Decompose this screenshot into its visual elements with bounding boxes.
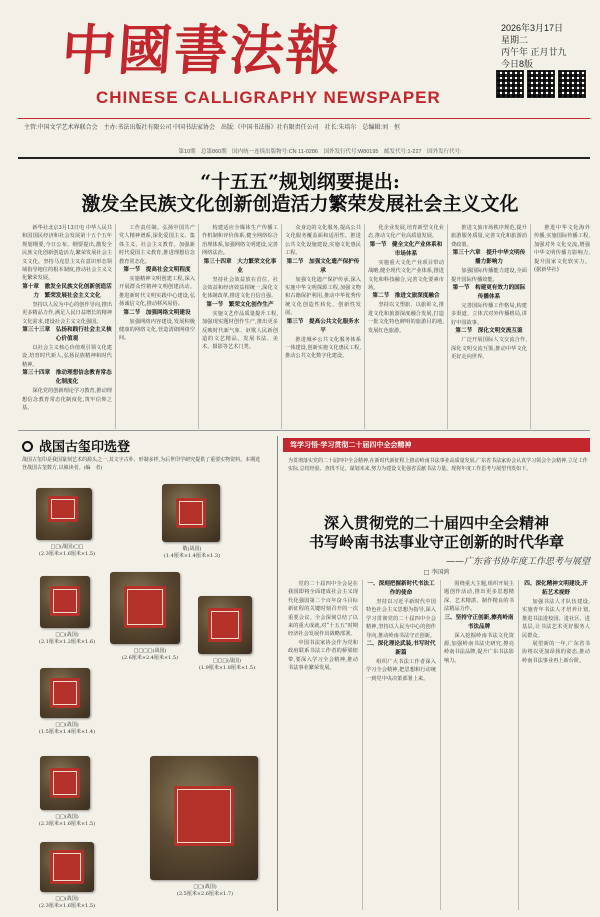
english-title: CHINESE CALLIGRAPHY NEWSPAPER [96, 88, 441, 107]
column-divider [518, 580, 519, 910]
feature-title-line1: 深入贯彻党的二十届四中全会精神 [323, 514, 549, 532]
seal-photo [40, 668, 90, 718]
date-box [501, 22, 587, 70]
article-column-6: 推进文旅市场秩序规范,提升旅游服务质量,完善文化和旅游消费政策。 第三十六章 提升中华文明传播力影响力 加强国际传播能力建设,全面提升国际传播效能。 第一节 构建更有效力的国际传播体系 完善国际传播工作格局,构建多渠道、立体式对外传播格局,讲好中国故事。 第二节 深化文明交流互鉴 广泛开展国际人文交流合作,深化文明交流互鉴,推动中华文化更好走向世界。 [451, 225, 527, 361]
feature-heading-4: 四、深化精神文明建设,开拓艺术视野 [524, 581, 588, 596]
col6-heading-1: 第三十六章 提升中华文明传播力影响力 [452, 250, 526, 266]
seal-photo [110, 572, 180, 644]
seal-caption: □□(战国) (2.3厘米×1.6厘米×1.5) [38, 814, 96, 827]
seals-section-title: 战国古玺印选登 [22, 436, 262, 455]
feature-heading-3: 三、坚持守正创新,擦亮岭南书法品牌 [444, 614, 514, 630]
seal-caption: □□□□(战国) (2.6厘米×2.4厘米×1.5) [121, 648, 179, 661]
lunar-date: 丙午年 正月廿九 [501, 47, 567, 57]
feature-column-1: 党的二十届四中全会是在我国即将全面建成社会主义现代化强国第二个百年奋斗目标新征程的关键时刻召开的一次重要会议。全会深刻总结了以来的重大成就,对“十五五”时期经济社会发展作出战略部署。 中国书法家协会作为党和政府联系书法工作者的桥梁纽带,要深入学习全会精神,推动书法事业繁荣发展。 [288, 581, 358, 672]
seal-photo [40, 842, 94, 892]
seal-caption: 敬(战国) (1.4厘米×1.4厘米×1.3) [163, 546, 221, 559]
col1-heading-3: 第三十四章 推动理想信念教育常态化制度化 [22, 370, 112, 386]
headline-line1: “十五五”规划纲要提出: [200, 171, 400, 193]
feature-title-line2: 书写岭南书法事业守正创新的时代华章 [308, 533, 564, 551]
col2-heading-2: 第二节 加强网络文明建设 [123, 309, 191, 316]
feature-column-3: 围绕重大主题,组织开展主题创作活动,推出更多思想精深、艺术精湛、制作精良的书法精品力作。 三、坚持守正创新,擦亮岭南书法品牌 深入挖掘岭南书法文化资源,加强岭南书法史研究,擦亮岭南书法品牌,提升广东书法影响力。 [444, 581, 514, 664]
seal-caption: □□(战国) (2.1厘米×1.2厘米×1.6) [38, 632, 96, 645]
column-divider [447, 224, 448, 429]
column-divider [198, 224, 199, 429]
header-divider [18, 157, 590, 159]
circle-bullet-icon [22, 441, 33, 452]
seal-caption: □□(战国) (2.3厘米×1.6厘米×1.5) [38, 896, 96, 909]
masthead-rule [18, 118, 590, 119]
qr-code-icon [527, 70, 555, 98]
feature-heading-1: 一、深刻把握新时代书法工作的使命 [367, 581, 435, 596]
article-column-1: 新华社北京3月13日电 中华人民共和国国民经济和社会发展第十五个五年规划纲要,今日公布。纲要提出,激发全民族文化创新创造活力,繁荣发展社会主义文化。坚持马克思主义在意识形态领域指导地位的根本制度,推动社会主义文化繁荣发展。 第十章 激发全民族文化创新创造活力 繁荣发展社会主义文化 坚持以人民为中心的创作导向,推出更多精品力作,满足人民日益增长的精神文化需求,建设社会主义文化强国。 第三十三章 弘扬和践行社会主义核心价值观 以社会主义核心价值观引领文化建设,培育时代新人,弘扬民族精神和时代精神。 第三十四章 推动理想信念教育常态化制度化 深化党的创新理论学习教育,推动理想信念教育常态化制度化,筑牢信仰之基。 [22, 225, 112, 412]
qr-codes [496, 70, 592, 110]
page-count: 今日8版 [501, 59, 534, 69]
seal-caption: □□(战国)□□ (2.3厘米×1.6厘米×1.5) [38, 544, 96, 557]
column-divider [281, 224, 282, 429]
col6-heading-2: 第一节 构建更有效力的国际传播体系 [452, 285, 526, 301]
article-column-7: 推进中华文化海外传播,实施国际传播工程,加强对外文化交流,增强中华文明传播力影响力,提升国家文化软实力。(据新华社) [534, 225, 590, 274]
newspaper-logo: 中國書法報 [59, 18, 345, 82]
feature-column-2: 一、深刻把握新时代书法工作的使命 坚持以习近平新时代中国特色社会主义思想为指导,深入学习贯彻党的二十届四中全会精神,坚持以人民为中心的创作导向,推动岭南书法守正创新。 二、深化理论武装,书写时代新篇 组织广大书法工作者深入学习全会精神,把思想和行动统一到党中央决策部署上来。 [366, 581, 436, 682]
headline-line2: 激发全民族文化创新创造活力繁荣发展社会主义文化 [81, 193, 519, 215]
weekday: 星期二 [501, 35, 529, 45]
col3-heading-1: 第三十四章 大力繁荣文化事业 [203, 258, 277, 274]
article-column-3: 构建适应全媒体生产传播工作机制和评价体系,健全网络综合治理体系,加强网络文明建设,完善网络法治。 第三十四章 大力繁荣文化事业 坚持社会效益放在首位、社会效益和经济效益相统一,深化文化体制改革,推进文化自信自强。 第一节 繁荣文化创作生产 实施文艺作品质量提升工程,加强现实题材创作生产,推出更多反映时代新气象、讴歌人民新创造的文艺精品。发展书法、美术、摄影等艺术门类。 [202, 225, 278, 351]
col1-heading-2: 第三十三章 弘扬和践行社会主义核心价值观 [22, 327, 112, 343]
column-divider [115, 224, 116, 429]
section-divider [18, 430, 590, 431]
article-column-5: 化企业发展,培育新型文化业态,推动文化产业高质量发展。 第一节 健全文化产业体系和市场体系 实施重大文化产业项目带动战略,健全现代文化产业体系,推进文化和科技融合,完善文化要素市场。 第二节 推进文旅深度融合 坚持以文塑旅、以旅彰文,推进文化和旅游深度融合发展,打造一批文化特色鲜明的旅游目的地,发展红色旅游。 [368, 225, 444, 334]
seal-photo [40, 576, 90, 628]
section-vertical-divider [277, 436, 278, 911]
issue-date: 2026年3月17日 [501, 23, 564, 33]
seal-caption: □□□(战国) (1.9厘米×1.8厘米×1.5) [198, 658, 256, 671]
qr-code-icon [496, 70, 524, 98]
article-column-2: 工作责任制。弘扬中国共产党人精神谱系,深化爱国主义、集体主义、社会主义教育。加强新时代爱国主义教育,推进理想信念教育常态化。 第一节 提高社会文明程度 实施精神文明创建工程,深入开展群众性精神文明创建活动。推进新时代文明实践中心建设,弘扬诚信文化,推动移风易俗。 第二节 加强网络文明建设 加强网络内容建设,发展积极健康的网络文化,营造清朗网络空间。 [119, 225, 195, 342]
col1-heading-1: 第十章 激发全民族文化创新创造活力 繁荣发展社会主义文化 [22, 283, 112, 299]
col4-heading-2: 第三节 提高公共文化服务水平 [286, 318, 360, 334]
seal-photo [36, 488, 92, 540]
feature-subtitle: ——广东省书协年度工作思考与展望 [445, 557, 590, 567]
seal-photo [198, 596, 252, 654]
column-divider [362, 580, 363, 910]
column-divider [530, 224, 531, 429]
seal-photo [40, 756, 90, 810]
col4-heading-1: 第二节 加强文化遗产保护传承 [286, 258, 360, 274]
col5-heading-1: 第一节 健全文化产业体系和市场体系 [369, 241, 443, 257]
col2-heading-1: 第一节 提高社会文明程度 [123, 267, 191, 274]
seal-photo [162, 484, 220, 542]
issue-line: 第10期 总第860期 国内统一连续出版物号:CN 11-0286 国外发行代号:W80195 邮发代号:1-227 国外发行代号: [178, 149, 462, 155]
column-divider [440, 580, 441, 910]
col5-heading-2: 第二节 推进文旅深度融合 [372, 293, 440, 300]
feature-author: □ 李国鸿 [423, 569, 450, 576]
col6-heading-3: 第二节 深化文明交流互鉴 [455, 328, 523, 335]
seal-caption: □□(战国) (2.5厘米×2.6厘米×1.7) [176, 884, 234, 897]
qr-code-icon [558, 70, 586, 98]
publisher-line: 主管:中国文学艺术界联合会 主办:书法出版社有限公司 中国书法家协会 出版:《中国书法报》社有限责任公司 社长:朱培尔 总编辑:刘 恒 [24, 125, 401, 131]
column-divider [364, 224, 365, 429]
col3-heading-2: 第一节 繁荣文化创作生产 [206, 301, 274, 308]
feature-band-label: 笃学习悟·学习贯彻二十届四中全会精神 [290, 442, 412, 449]
feature-column-4: 四、深化精神文明建设,开拓艺术视野 加强书法人才队伍建设,实施青年书法人才培养计划,推进书法进校园、进社区、进基层,让书法艺术更好服务人民群众。 展望新的一年,广东省书协将以更加昂扬的姿态,推动岭南书法事业再上新台阶。 [522, 581, 590, 664]
seal-caption: □□(战国) (1.5厘米×1.4厘米×1.4) [38, 722, 96, 735]
article-column-4: 众身边的文化服务,提高公共文化服务覆盖面和适用性。推进公共文化设施建设,实施文化惠民工程。 第二节 加强文化遗产保护传承 加强文化遗产保护传承,深入实施中华文明探源工程,加强文物和古籍保护利用,推动中华优秀传统文化创造性转化、创新性发展。 第三节 提高公共文化服务水平 推进城乡公共文化服务体系一体建设,创新实施文化惠民工程,推动公共文化数字化建设。 [285, 225, 361, 360]
seals-intro: 战国古玺印是我国篆刻艺术的源头之一,其文字古朴、形制多样,为后世印学研究提供了重要实物资料。本期选登战国古玺数方,以飨读者。(编 者) [22, 457, 261, 471]
feature-intro: 为贯彻落实党的二十届四中全会精神,在新时代新征程上推动岭南书法事业高质量发展,广东省书法家协会认真学习领会全会精神,立足工作实际,总结经验、查找不足、谋划未来,努力为建设文化强省贡献书法力量。现将年度工作思考与展望刊发如下。 [288, 458, 588, 472]
seal-photo [150, 756, 258, 880]
masthead [0, 0, 600, 155]
feature-heading-2: 二、深化理论武装,书写时代新篇 [366, 641, 436, 657]
